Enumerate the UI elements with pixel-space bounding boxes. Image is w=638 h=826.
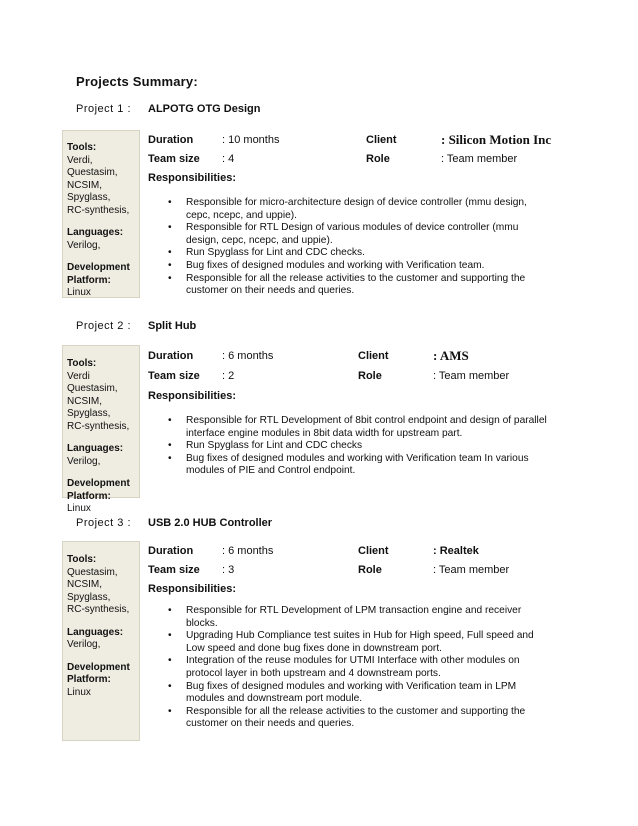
platform-label: Development [67, 478, 130, 489]
project-1-label: Project 1 : [76, 103, 132, 115]
responsibilities-label: Responsibilities: [148, 583, 237, 595]
tool-item: Spyglass, [67, 408, 111, 419]
duration-label: Duration [148, 134, 194, 146]
tool-item: Spyglass, [67, 591, 111, 603]
tool-item: NCSIM, [67, 579, 102, 590]
list-item-text: Responsible for micro-architecture design of device controller (mmu design, cepc, ncepc, and uppie). [186, 197, 527, 221]
tool-item: Spyglass, [67, 192, 111, 203]
list-item-text: Bug fixes of designed modules and working with Verification team in LPM modules and downstream port module. [186, 680, 517, 705]
duration-value: : 6 months [222, 350, 274, 362]
tools-label: Tools: [67, 142, 97, 153]
client-value: : Silicon Motion Inc [441, 132, 552, 147]
project-3-label: Project 3 : [76, 517, 132, 529]
list-item [148, 260, 548, 273]
tool-item: RC-synthesis, [67, 420, 130, 432]
bullet-icon: • [168, 415, 172, 426]
project-2-label: Project 2 : [76, 320, 132, 332]
duration-label: Duration [148, 545, 194, 557]
list-item [148, 681, 548, 706]
bullet-icon: • [168, 272, 172, 284]
project-1-responsibilities [148, 197, 548, 298]
bullet-icon: • [168, 605, 172, 616]
languages-value: Verilog, [67, 455, 101, 467]
role-value: : Team member [433, 564, 510, 576]
platform-label: Platform: [67, 490, 111, 502]
list-item-text: Responsible for all the release activities to the customer and supporting the customer on their needs and queries. [186, 705, 526, 730]
duration-value: : 10 months [222, 134, 280, 146]
list-item-text: Run Spyglass for Lint and CDC checks. [186, 247, 365, 259]
team-size-label: Team size [148, 370, 200, 382]
team-size-value: : 2 [222, 370, 235, 382]
team-size-label: Team size [148, 564, 200, 576]
project-3-responsibilities [148, 605, 548, 731]
platform-label: Platform: [67, 674, 111, 685]
tool-item: Questasim, [67, 167, 118, 178]
bullet-icon: • [168, 222, 172, 234]
list-item [148, 440, 548, 453]
list-item [148, 222, 548, 247]
list-item-text: Bug fixes of designed modules and working with Verification team In various modules of PIE and Control endpoint. [186, 452, 529, 477]
list-item-text: Responsible for all the release activities to the customer and supporting the customer on their needs and queries. [186, 272, 526, 297]
project-1-name: ALPOTG OTG Design [148, 103, 261, 115]
platform-value: Linux [67, 287, 91, 298]
languages-label: Languages: [67, 626, 124, 638]
list-item [148, 247, 548, 260]
tool-item: NCSIM, [67, 179, 102, 191]
list-item-text: Bug fixes of designed modules and working with Verification team. [186, 259, 485, 271]
list-item-text: Integration of the reuse modules for UTMI Interface with other modules on protocol layer in both upstream and 4 downstream ports. [186, 655, 520, 679]
page-heading: Projects Summary: [76, 74, 198, 89]
list-item-text: Responsible for RTL Development of LPM transaction engine and receiver blocks. [186, 605, 522, 629]
tool-item: RC-synthesis, [67, 604, 130, 615]
role-value: : Team member [441, 153, 518, 165]
bullet-icon: • [168, 440, 172, 452]
platform-label: Development [67, 262, 130, 273]
team-size-value: : 3 [222, 564, 235, 576]
list-item-text: Responsible for RTL Design of various modules of device controller (mmu design, cepc, ncepc, and uppie). [186, 222, 519, 246]
role-label: Role [358, 370, 382, 382]
bullet-icon: • [168, 655, 172, 667]
project-2-name: Split Hub [148, 320, 197, 332]
responsibilities-label: Responsibilities: [148, 172, 237, 184]
list-item [148, 197, 548, 222]
project-2-responsibilities [148, 415, 548, 478]
tool-item: Questasim, [67, 566, 118, 578]
client-label: Client [358, 545, 389, 557]
client-value: : Realtek [433, 545, 479, 557]
languages-value: Verilog, [67, 239, 101, 251]
platform-label: Development [67, 661, 130, 673]
client-label: Client [366, 134, 397, 146]
tools-label: Tools: [67, 554, 97, 565]
bullet-icon: • [168, 247, 172, 259]
client-label: Client [358, 350, 389, 362]
duration-value: : 6 months [222, 545, 274, 557]
bullet-icon: • [168, 197, 172, 208]
list-item-text: Upgrading Hub Compliance test suites in Hub for High speed, Full speed and Low speed and done bug fixes done in downstream port. [186, 630, 534, 654]
project-1-tools-panel [62, 130, 140, 298]
bullet-icon: • [168, 259, 172, 271]
languages-value: Verilog, [67, 639, 101, 650]
tool-item: NCSIM, [67, 395, 102, 407]
team-size-value: : 4 [222, 153, 235, 165]
client-value: : AMS [433, 348, 469, 363]
list-item [148, 706, 548, 731]
tool-item: Questasim, [67, 383, 118, 394]
project-3-name: USB 2.0 HUB Controller [148, 517, 273, 529]
languages-label: Languages: [67, 227, 124, 238]
tool-item: Verdi, [67, 154, 93, 166]
tool-item: RC-synthesis, [67, 204, 130, 216]
list-item [148, 453, 548, 478]
team-size-label: Team size [148, 153, 200, 165]
role-label: Role [366, 153, 390, 165]
bullet-icon: • [168, 452, 172, 464]
bullet-icon: • [168, 680, 172, 692]
list-item [148, 415, 548, 440]
platform-value: Linux [67, 686, 91, 698]
tool-item: Verdi [67, 370, 90, 382]
platform-label: Platform: [67, 274, 111, 286]
list-item [148, 630, 548, 655]
list-item [148, 273, 548, 298]
bullet-icon: • [168, 630, 172, 642]
responsibilities-label: Responsibilities: [148, 390, 237, 402]
project-3-tools-panel [62, 541, 140, 741]
tools-label: Tools: [67, 358, 97, 369]
list-item [148, 605, 548, 630]
project-2-tools-panel [62, 345, 140, 514]
list-item [148, 655, 548, 680]
platform-value: Linux [67, 503, 91, 514]
languages-label: Languages: [67, 443, 124, 454]
list-item-text: Responsible for RTL Development of 8bit control endpoint and design of parallel interface engine modules in 8bit data width for upstream part. [186, 415, 547, 439]
duration-label: Duration [148, 350, 194, 362]
list-item-text: Run Spyglass for Lint and CDC checks [186, 440, 363, 452]
role-label: Role [358, 564, 382, 576]
bullet-icon: • [168, 705, 172, 717]
role-value: : Team member [433, 370, 510, 382]
